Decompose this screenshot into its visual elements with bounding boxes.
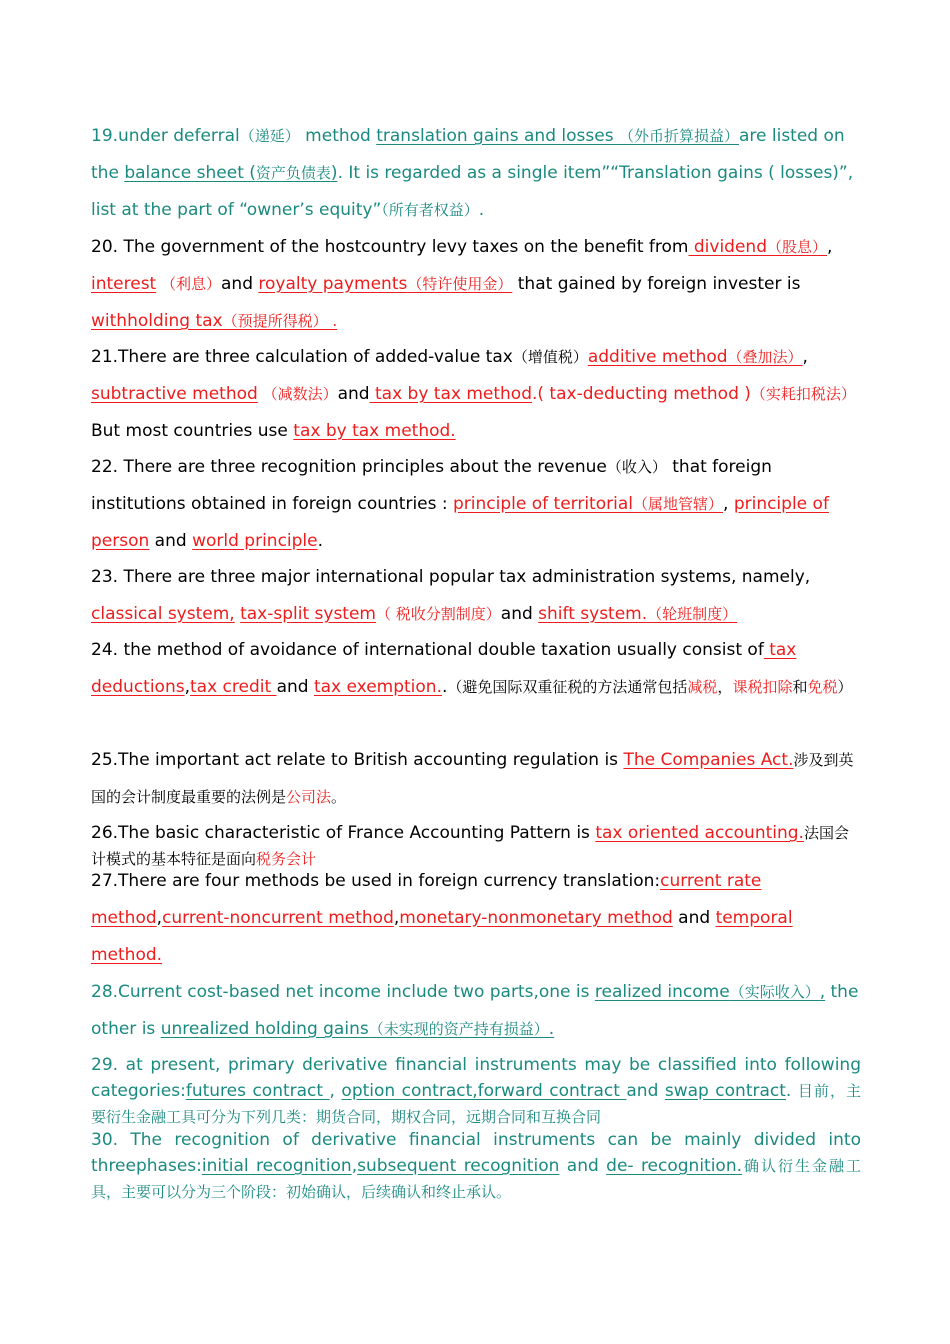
text-run: 26.The basic characteristic of France Accounting Pattern is — [91, 823, 596, 843]
underlined-term: temporal method. — [91, 908, 793, 965]
text-run: （收入） — [606, 458, 667, 476]
text-run: 24. the method of avoidance of international double taxation usually consist of — [91, 640, 764, 660]
underlined-term: unrealized holding gains — [160, 1019, 369, 1039]
text-run: 税务会计 — [256, 850, 317, 868]
underlined-term: futures contract — [185, 1081, 330, 1101]
text-run: , — [393, 908, 400, 928]
text-run: 20. The government of the hostcountry levy taxes on the benefit from — [91, 237, 689, 257]
text-run: 19.under deferral — [91, 126, 240, 146]
underlined-term: ) — [330, 163, 338, 183]
text-run: （ 税收分割制度） — [376, 605, 501, 623]
item-23 — [91, 559, 861, 633]
text-run: （避免国际双重征税的方法通常包括 — [447, 678, 688, 696]
text-run: （递延） — [239, 127, 300, 145]
underlined-term: current-noncurrent method — [162, 908, 394, 928]
underlined-term: principle of territorial — [453, 494, 633, 514]
underlined-term: . — [548, 1019, 555, 1039]
text-run: . — [478, 200, 485, 220]
underlined-term: The Companies Act. — [623, 750, 794, 770]
text-run: （利息） — [156, 275, 222, 293]
text-run: 课税扣除 — [732, 678, 793, 696]
underlined-term: （未实现的资产持有损益） — [368, 1020, 549, 1038]
text-run: and — [337, 384, 370, 404]
underlined-term: balance sheet ( — [124, 163, 256, 183]
text-run: 23. There are three major international popular tax administration systems, namely, — [91, 567, 811, 587]
underlined-term: （特许使用金） — [407, 275, 513, 293]
text-run: 免税 — [807, 678, 838, 696]
underlined-term: translation gains and losses — [376, 126, 619, 146]
text-run: . It is regarded as a single item”“Translation gains ( losses)”, list at the part of “owner’s equity” — [91, 163, 854, 220]
underlined-term: subsequent recognition — [357, 1156, 560, 1176]
item-19 — [91, 118, 861, 229]
item-29 — [91, 1052, 861, 1130]
text-run: 30. The recognition of derivative financial instruments can be mainly divided into threephases: — [91, 1130, 861, 1176]
underlined-term: subtractive method — [91, 384, 258, 404]
text-run: and — [626, 1081, 665, 1101]
underlined-term: realized income — [594, 982, 730, 1002]
text-run: , — [351, 1156, 358, 1176]
underlined-term: （股息） — [767, 238, 828, 256]
text-run: 22. There are three recognition principles about the revenue — [91, 457, 607, 477]
text-run: that foreign institutions obtained in foreign countries : — [91, 457, 772, 514]
text-run: 涉及到英国的会计制度最重要的法例是 — [91, 751, 854, 806]
text-run: that gained by foreign invester is — [512, 274, 801, 294]
underlined-term: royalty payments — [258, 274, 408, 294]
text-run: . — [317, 531, 324, 551]
text-run: and — [276, 677, 314, 697]
underlined-term: interest — [91, 274, 157, 294]
underlined-term: monetary-nonmonetary method — [399, 908, 673, 928]
underlined-term: （叠加法） — [727, 348, 803, 366]
underlined-term: tax deductions — [91, 640, 797, 697]
text-run: and — [500, 604, 539, 624]
item-25 — [91, 742, 861, 816]
underlined-term: tax by tax method. — [293, 421, 456, 441]
underlined-term: withholding tax — [91, 311, 223, 331]
text-run: 28.Current cost-based net income include two parts,one is — [91, 982, 595, 1002]
underlined-term: swap contract — [664, 1081, 786, 1101]
underlined-term: tax credit — [190, 677, 277, 697]
item-27 — [91, 863, 861, 974]
underlined-term: classical system, — [91, 604, 235, 624]
text-run: 21.There are three calculation of added-value tax — [91, 347, 513, 367]
text-run: 目前，主要衍生金融工具可分为下列几类：期货合同，期权合同，远期合同和互换合同 — [91, 1082, 862, 1126]
underlined-term: 资产负债表 — [255, 164, 331, 182]
underlined-term: option contract,forward contract — [341, 1081, 627, 1101]
item-22 — [91, 449, 861, 560]
text-run: , — [723, 494, 734, 514]
text-run: .( tax-deducting method ) — [531, 384, 751, 404]
underlined-term: dividend — [688, 237, 767, 257]
text-run: 25.The important act relate to British accounting regulation is — [91, 750, 624, 770]
underlined-term: （属地管辖） — [632, 495, 723, 513]
text-run: . — [785, 1081, 798, 1101]
underlined-term: tax by tax method — [369, 384, 532, 404]
underlined-term: current rate method — [91, 871, 762, 928]
text-run: 确认衍生金融工具，主要可以分为三个阶段：初始确认，后续确认和终止承认。 — [91, 1157, 861, 1201]
text-run: , — [329, 1081, 342, 1101]
underlined-term: （实际收入） — [729, 983, 820, 1001]
text-run: , — [156, 908, 163, 928]
text-run: 29. at present, primary derivative financial instruments may be classified into following categories: — [91, 1055, 861, 1101]
text-run: 公司法 — [286, 788, 332, 806]
item-28 — [91, 974, 861, 1048]
item-30 — [91, 1127, 861, 1205]
text-run: （实耗扣税法） — [750, 385, 856, 403]
text-run: are listed on the — [91, 126, 845, 183]
text-run: 减税 — [687, 678, 718, 696]
underlined-term: tax exemption. — [313, 677, 442, 697]
underlined-term: de- recognition. — [606, 1156, 743, 1176]
text-run: But most countries use — [91, 421, 294, 441]
underlined-term: tax-split system — [240, 604, 376, 624]
underlined-term: principle of person — [91, 494, 829, 551]
text-run: , — [184, 677, 190, 697]
underlined-term: （外币折算损益） — [618, 127, 739, 145]
text-run: ） — [837, 678, 853, 696]
item-20 — [91, 229, 861, 340]
underlined-term: shift system. — [538, 604, 648, 624]
text-run: the other is — [91, 982, 859, 1039]
item-21 — [91, 339, 861, 450]
text-run: 27.There are four methods be used in foreign currency translation: — [91, 871, 661, 891]
underlined-term: world principle — [192, 531, 318, 551]
underlined-term: initial recognition — [201, 1156, 352, 1176]
underlined-term: （预提所得税） . — [222, 312, 338, 330]
underlined-term: tax oriented accounting. — [595, 823, 804, 843]
text-run: （增值税） — [512, 348, 588, 366]
underlined-term: , — [819, 982, 826, 1002]
text-run: method — [299, 126, 377, 146]
text-run: and — [559, 1156, 607, 1176]
text-run: , — [827, 237, 833, 257]
underlined-term: （轮班制度） — [647, 605, 738, 623]
text-run: 法国会计模式的基本特征是面向 — [91, 824, 849, 868]
text-run: and — [672, 908, 716, 928]
text-run: . — [441, 677, 448, 697]
text-run: 。 — [331, 788, 347, 806]
underlined-term: additive method — [587, 347, 728, 367]
text-run: 和 — [792, 678, 808, 696]
text-run: （所有者权益） — [381, 201, 479, 219]
text-run: and — [221, 274, 259, 294]
text-run: （减数法） — [257, 385, 338, 403]
text-run: ， — [717, 678, 733, 696]
text-run: and — [149, 531, 193, 551]
item-24 — [91, 632, 861, 706]
text-run: , — [802, 347, 808, 367]
